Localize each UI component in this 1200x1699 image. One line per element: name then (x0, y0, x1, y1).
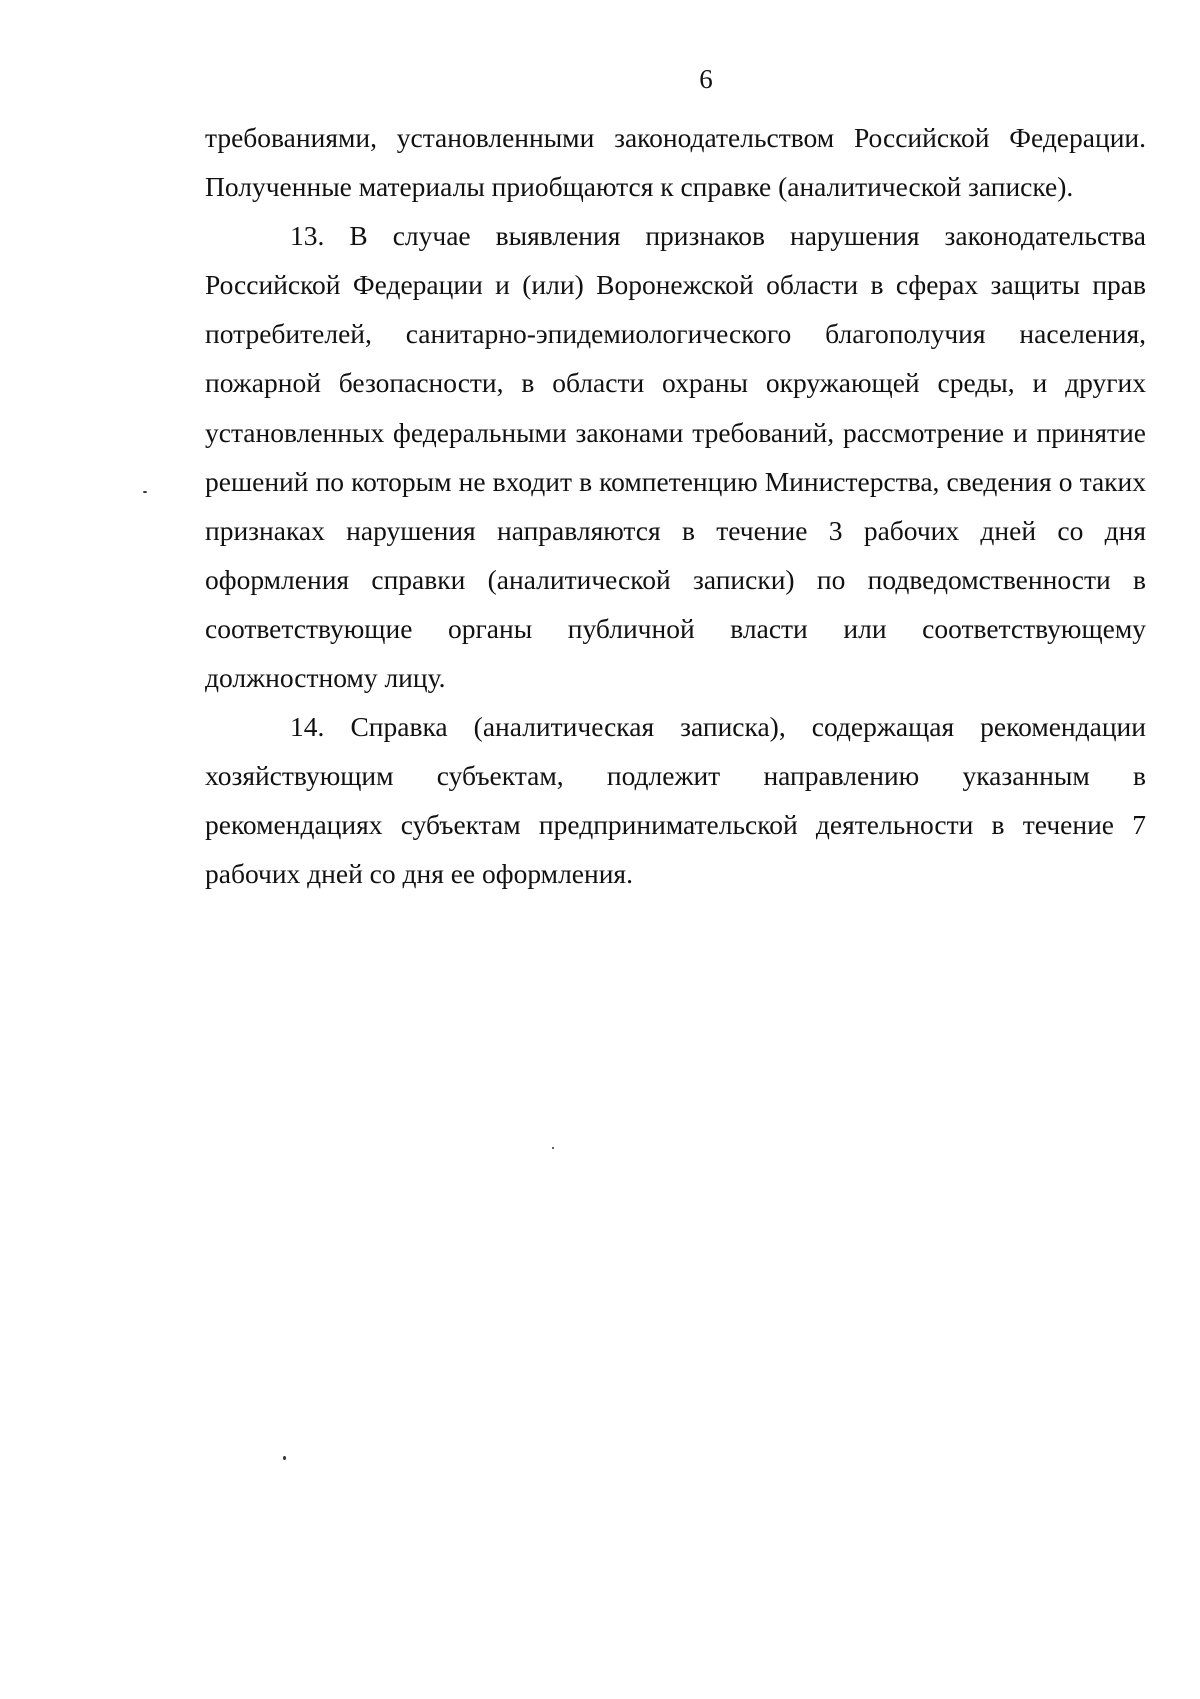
page-number: 6 (699, 64, 713, 94)
scan-speck (552, 1147, 554, 1149)
scan-speck (283, 1456, 286, 1460)
paragraph-continuation: требованиями, установленными законодательством Российской Федерации. Полученные материалы приобщаются к справке (аналитической записке). (205, 122, 1146, 203)
paragraph-item-13: 13. В случае выявления признаков нарушения законодательства Российской Федерации и (или) Воронежской области в сферах защиты прав потребителей, санитарно-эпидемиологического благополучия населения, пожарной безопасности, в области охраны окружающей среды, и других установленных федеральными законами требований, рассмотрение и принятие решений по которым не входит в компетенцию Министерства, сведения о таких признаках нарушения направляются в течение 3 рабочих дней со дня оформления справки (аналитической записки) по подведомственности в соответствующие органы публичной власти или соответствующему должностному лицу. (205, 220, 1146, 694)
paragraph-item-14: 14. Справка (аналитическая записка), содержащая рекомендации хозяйствующим субъектам, подлежит направлению указанным в рекомендациях субъектам предпринимательской деятельности в течение 7 рабочих дней со дня ее оформления. (205, 711, 1146, 890)
scan-speck (143, 491, 147, 493)
document-body (205, 113, 1146, 899)
